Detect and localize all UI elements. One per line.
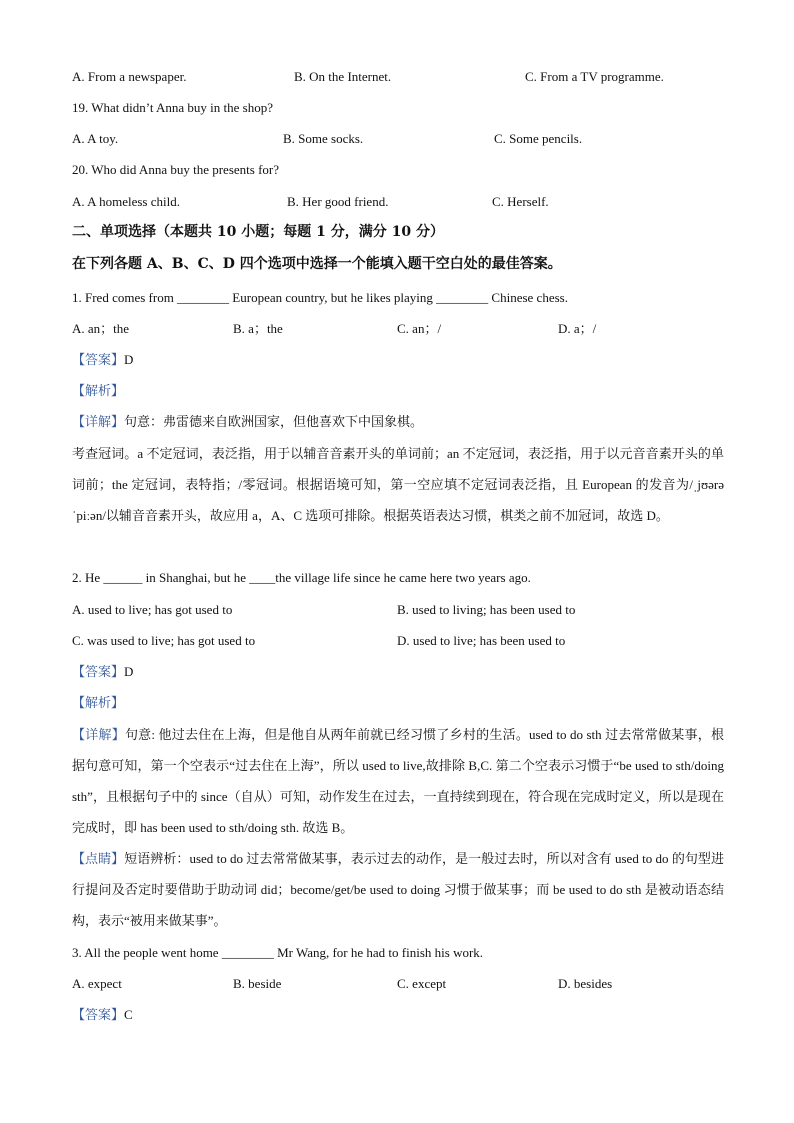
section-instruction: 在下列各题 A、B、C、D 四个选项中选择一个能填入题干空白处的最佳答案。 — [72, 256, 562, 272]
q2-analysis-row — [72, 694, 124, 712]
q2-option-d: D. used to live; has been used to — [397, 633, 566, 648]
q2-detail-text: 句意: 他过去住在上海，但是他自从两年前就已经习惯了乡村的生活。used to do sth 过去常常做某事，根据句意可知，第一个空表示“过去住在上海”，所以 used to live,故排除 B,C. 第二个空表示习惯于“be used to sth/doing sth”，且根据句子中的 since（自从）可知，动作发生在过去，一直持续到现在，符合现在完成时定义，所以是现在完成时，即 has been used to sth/doing sth. 故选 B。 — [72, 727, 724, 835]
q3-answer: C — [124, 1007, 133, 1022]
section-title: 二、单项选择（本题共 10 小题；每题 1 分，满分 10 分） — [72, 224, 444, 240]
q2-tip-text: 短语辨析：used to do 过去常常做某事，表示过去的动作，是一般过去时，所以对含有 used to do 的句型进行提问及否定时要借助于助动词 did；become/get/be used to doing 习惯于做某事；而 be used to do sth 是被动语态结构，表示“被用来做某事”。 — [72, 851, 724, 928]
q2-tip — [72, 843, 724, 936]
q19-option-b: B. Some socks. — [283, 131, 364, 146]
q1-option-b: B. a；the — [233, 321, 283, 336]
analysis-label: 【解析】 — [72, 383, 125, 398]
q3-option-d: D. besides — [558, 976, 613, 991]
q3-option-a: A. expect — [72, 976, 122, 991]
q18-option-c: C. From a TV programme. — [525, 69, 664, 84]
detail-label: 【详解】 — [72, 727, 125, 742]
q2-option-b: B. used to living; has been used to — [397, 602, 576, 617]
q1-analysis-row — [72, 382, 124, 400]
q2-stem: 2. He ______ in Shanghai, but he ____the village life since he came here two years ago. — [72, 570, 531, 585]
answer-label: 【答案】 — [72, 1007, 125, 1022]
q3-stem: 3. All the people went home ________ Mr Wang, for he had to finish his work. — [72, 945, 484, 960]
q20-option-c: C. Herself. — [492, 194, 549, 209]
q3-answer-row — [72, 1006, 133, 1024]
detail-label: 【详解】 — [72, 414, 125, 429]
q1-detail-row — [72, 413, 423, 431]
q2-answer-row — [72, 663, 133, 681]
q3-option-c: C. except — [397, 976, 447, 991]
q19-option-a: A. A toy. — [72, 131, 119, 146]
q1-option-a: A. an；the — [72, 321, 130, 336]
q3-option-b: B. beside — [233, 976, 282, 991]
q2-option-c: C. was used to live; has got used to — [72, 633, 256, 648]
q1-option-d: D. a；/ — [558, 321, 597, 336]
q1-option-c: C. an；/ — [397, 321, 442, 336]
q2-answer: D — [124, 664, 134, 679]
q20-stem: 20. Who did Anna buy the presents for? — [72, 162, 279, 177]
q1-explanation: 考查冠词。a 不定冠词，表泛指，用于以辅音音素开头的单词前；an 不定冠词，表泛指，用于以元音音素开头的单词前；the 定冠词，表特指；/零冠词。根据语境可知，第一空应填不定冠词表泛指，且 European 的发音为/ˌjʊərəˈpiːən/以辅音音素开头，故应用 a，A、C 选项可排除。根据英语表达习惯，棋类之前不加冠词，故选 D。 — [72, 446, 724, 523]
q20-option-a: A. A homeless child. — [72, 194, 180, 209]
q2-detail — [72, 719, 724, 843]
q1-detail-text: 句意：弗雷德来自欧洲国家，但他喜欢下中国象棋。 — [124, 414, 424, 429]
tip-label: 【点睛】 — [72, 851, 125, 866]
analysis-label: 【解析】 — [72, 695, 125, 710]
q20-option-b: B. Her good friend. — [287, 194, 389, 209]
q1-answer-row — [72, 351, 133, 369]
q1-stem: 1. Fred comes from ________ European country, but he likes playing ________ Chinese chess. — [72, 290, 568, 305]
q19-stem: 19. What didn’t Anna buy in the shop? — [72, 100, 273, 115]
q1-answer: D — [124, 352, 134, 367]
q19-option-c: C. Some pencils. — [494, 131, 583, 146]
q18-option-a: A. From a newspaper. — [72, 69, 187, 84]
answer-label: 【答案】 — [72, 352, 125, 367]
q2-option-a: A. used to live; has got used to — [72, 602, 233, 617]
answer-label: 【答案】 — [72, 664, 125, 679]
q18-option-b: B. On the Internet. — [294, 69, 392, 84]
